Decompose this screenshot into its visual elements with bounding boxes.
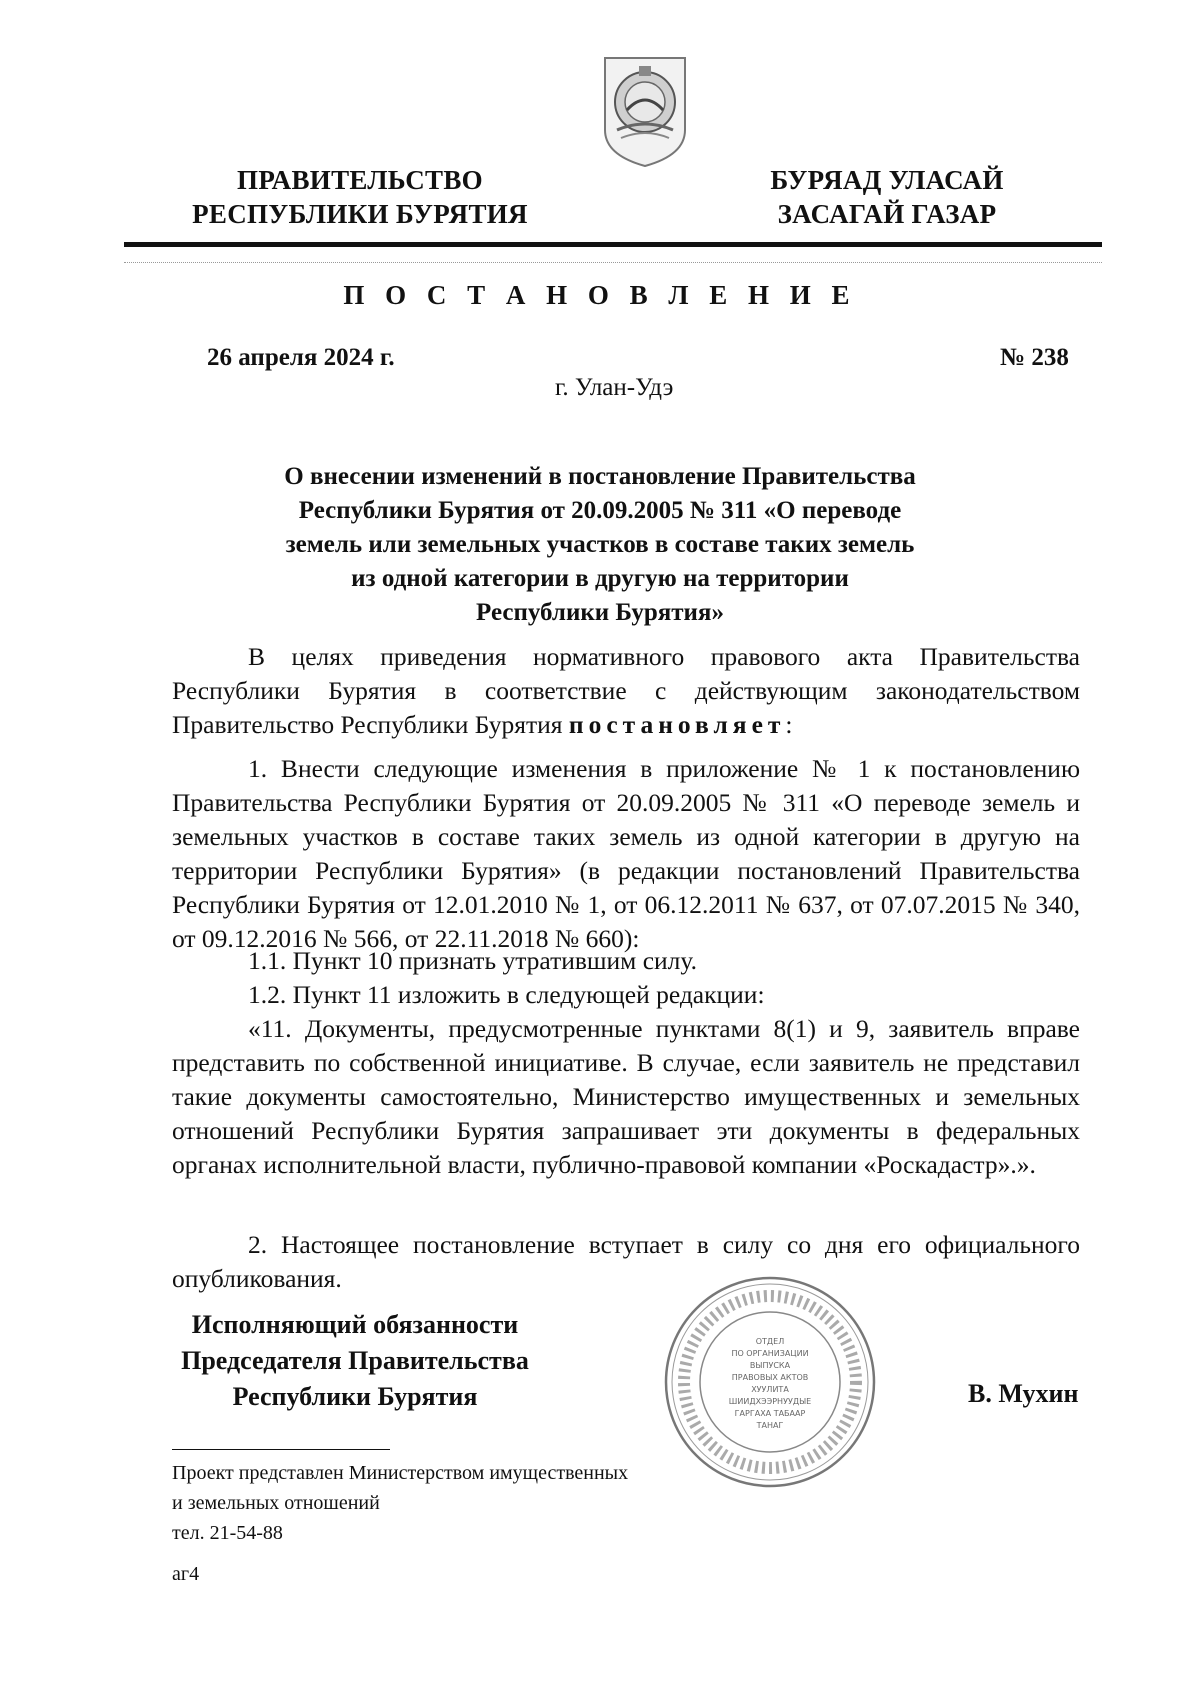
header-left-line1: ПРАВИТЕЛЬСТВО	[237, 165, 483, 195]
clause-11-new-text: «11. Документы, предусмотренные пунктами 8(1) и 9, заявитель вправе представить по собственной инициативе. В случае, если заявитель не представил такие документы самостоятельно, Министерство имущественных и земельных отношений Республики Бурятия запрашивает эти документы в федеральных органах исполнительной власти, публично-правовой компании «Роскадастр».».	[172, 1014, 1080, 1179]
draft-info-line: и земельных отношений	[172, 1492, 380, 1514]
clause-2-paragraph: 2. Настоящее постановление вступает в силу со дня его официального опубликования.	[172, 1230, 1080, 1293]
title-line: Республики Бурятия»	[476, 599, 724, 626]
signatory-title-line: Председателя Правительства	[181, 1346, 529, 1375]
document-city: г. Улан-Удэ	[555, 374, 674, 401]
document-type-heading: П О С Т А Н О В Л Е Н И Е	[343, 280, 857, 310]
header-divider-thick	[124, 242, 1102, 247]
preamble-end: :	[785, 710, 793, 739]
header-right-line1: БУРЯАД УЛАСАЙ	[770, 165, 1004, 195]
title-line: О внесении изменений в постановление Правительства	[284, 463, 916, 490]
signatory-title-line: Республики Бурятия	[232, 1382, 478, 1411]
government-name-buryat	[742, 163, 1032, 231]
title-line: из одной категории в другую на территории	[351, 565, 849, 592]
header-divider-thin	[124, 262, 1102, 263]
clause-1-2-paragraph: 1.2. Пункт 11 изложить в следующей редакции:	[248, 980, 765, 1009]
seal-center-text: ГАРГАХА ТАБААР	[734, 1409, 806, 1418]
clause-1-1-paragraph: 1.1. Пункт 10 признать утратившим силу.	[248, 946, 697, 975]
document-title	[170, 460, 1030, 630]
draft-info	[172, 1458, 628, 1548]
title-line: земель или земельных участков в составе таких земель	[285, 531, 915, 558]
document-date: 26 апреля 2024 г.	[207, 344, 395, 371]
official-seal-icon	[660, 1270, 880, 1495]
clause-1-paragraph: 1. Внести следующие изменения в приложение № 1 к постановлению Правительства Республики Бурятия от 20.09.2005 № 311 «О переводе земель и земельных участков в составе таких земель из одной категории в другую на территории Республики Бурятия» (в редакции постановлений Правительства Республики Бурятия от 12.01.2010 № 1, от 06.12.2011 № 637, от 07.07.2015 № 340, от 09.12.2016 № 566, от 22.11.2018 № 660):	[172, 754, 1080, 953]
seal-center-text: ШИИДХЭЭРНУУДЫЕ	[728, 1397, 812, 1406]
seal-center-text: ВЫПУСКА	[749, 1361, 791, 1370]
signatory-title	[155, 1307, 555, 1415]
signatory-name: В. Мухин	[968, 1379, 1079, 1408]
title-line: Республики Бурятия от 20.09.2005 № 311 «О переводе	[298, 497, 902, 524]
preamble-text: В целях приведения нормативного правового акта Правительства Республики Бурятия в соответствие с действующим законодательством Правительство Республики Бурятия	[172, 642, 1080, 739]
government-name-russian	[175, 163, 545, 231]
draft-info-line: Проект представлен Министерством имущественных	[172, 1462, 629, 1484]
seal-center-text: ПО ОРГАНИЗАЦИИ	[731, 1349, 809, 1358]
seal-center-text: ТАНАГ	[756, 1421, 784, 1430]
signatory-title-line: Исполняющий обязанности	[191, 1310, 519, 1339]
document-code: аг4	[172, 1563, 200, 1585]
seal-center-text: ПРАВОВЫХ АКТОВ	[731, 1373, 809, 1382]
seal-center-text: ХУУЛИТА	[751, 1385, 789, 1394]
header-left-line2: РЕСПУБЛИКИ БУРЯТИЯ	[192, 199, 528, 229]
footer-divider	[172, 1449, 390, 1450]
coat-of-arms-icon	[595, 50, 695, 170]
document-number: № 238	[1000, 344, 1069, 371]
preamble-paragraph	[172, 640, 1080, 742]
header-right-line2: ЗАСАГАЙ ГАЗАР	[777, 199, 997, 229]
draft-info-phone: тел. 21-54-88	[172, 1522, 283, 1544]
resolve-verb: постановляет	[568, 710, 786, 739]
seal-center-text: ОТДЕЛ	[755, 1337, 785, 1346]
